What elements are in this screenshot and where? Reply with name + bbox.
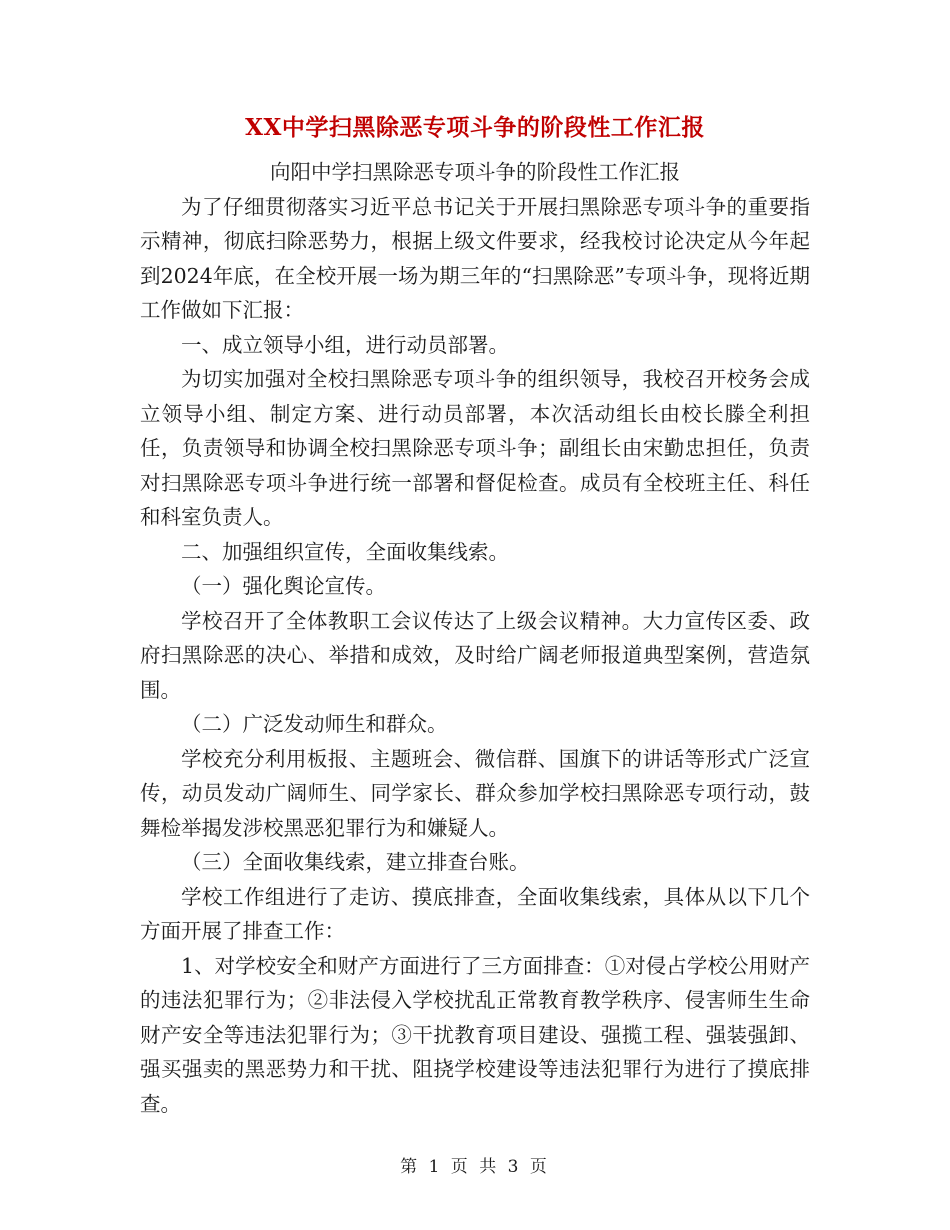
intro-paragraph: 为了仔细贯彻落实习近平总书记关于开展扫黑除恶专项斗争的重要指示精神，彻底扫除恶势力，根据上级文件要求，经我校讨论决定从今年起到2024年底，在全校开展一场为期三年的“扫黑除恶”专项斗争，现将近期工作做如下汇报：: [140, 194, 810, 322]
subsection-heading-3: （三）全面收集线索，建立排查台账。: [181, 850, 530, 874]
body-paragraph: 学校工作组进行了走访、摸底排查，全面收集线索，具体从以下几个方面开展了排查工作：: [140, 884, 810, 943]
body-paragraph: 学校充分利用板报、主题班会、微信群、国旗下的讲话等形式广泛宣传，动员发动广阔师生、同学家长、群众参加学校扫黑除恶专项行动，鼓舞检举揭发涉校黑恶犯罪行为和嫌疑人。: [140, 746, 810, 840]
subsection-heading-2: （二）广泛发动师生和群众。: [181, 712, 448, 736]
body-paragraph: 学校召开了全体教职工会议传达了上级会议精神。大力宣传区委、政府扫黑除恶的决心、举措和成效，及时给广阔老师报道典型案例，营造氛围。: [140, 608, 810, 702]
section-heading-2: 二、加强组织宣传，全面收集线索。: [181, 539, 509, 564]
document-title: XX中学扫黑除恶专项斗争的阶段性工作汇报: [245, 114, 705, 141]
body-paragraph: 1、对学校安全和财产方面进行了三方面排查：①对侵占学校公用财产的违法犯罪行为；②非法侵入学校扰乱正常教育教学秩序、侵害师生生命财产安全等违法犯罪行为；③干扰教育项目建设、强揽工程、强装强卸、强买强卖的黑恶势力和干扰、阻挠学校建设等违法犯罪行为进行了摸底排查。: [140, 953, 810, 1116]
document-subtitle: 向阳中学扫黑除恶专项斗争的阶段性工作汇报: [270, 160, 680, 184]
page-footer: 第 1 页 共 3 页: [400, 1157, 550, 1177]
section-heading-1: 一、成立领导小组，进行动员部署。: [181, 332, 509, 357]
document-body: [140, 155, 810, 1121]
subsection-heading-1: （一）强化舆论宣传。: [181, 574, 386, 598]
body-paragraph: 为切实加强对全校扫黑除恶专项斗争的组织领导，我校召开校务会成立领导小组、制定方案、进行动员部署，本次活动组长由校长滕全利担任，负责领导和协调全校扫黑除恶专项斗争；副组长由宋勤忠担任，负责对扫黑除恶专项斗争进行统一部署和督促检查。成员有全校班主任、科任和科室负责人。: [140, 367, 810, 529]
